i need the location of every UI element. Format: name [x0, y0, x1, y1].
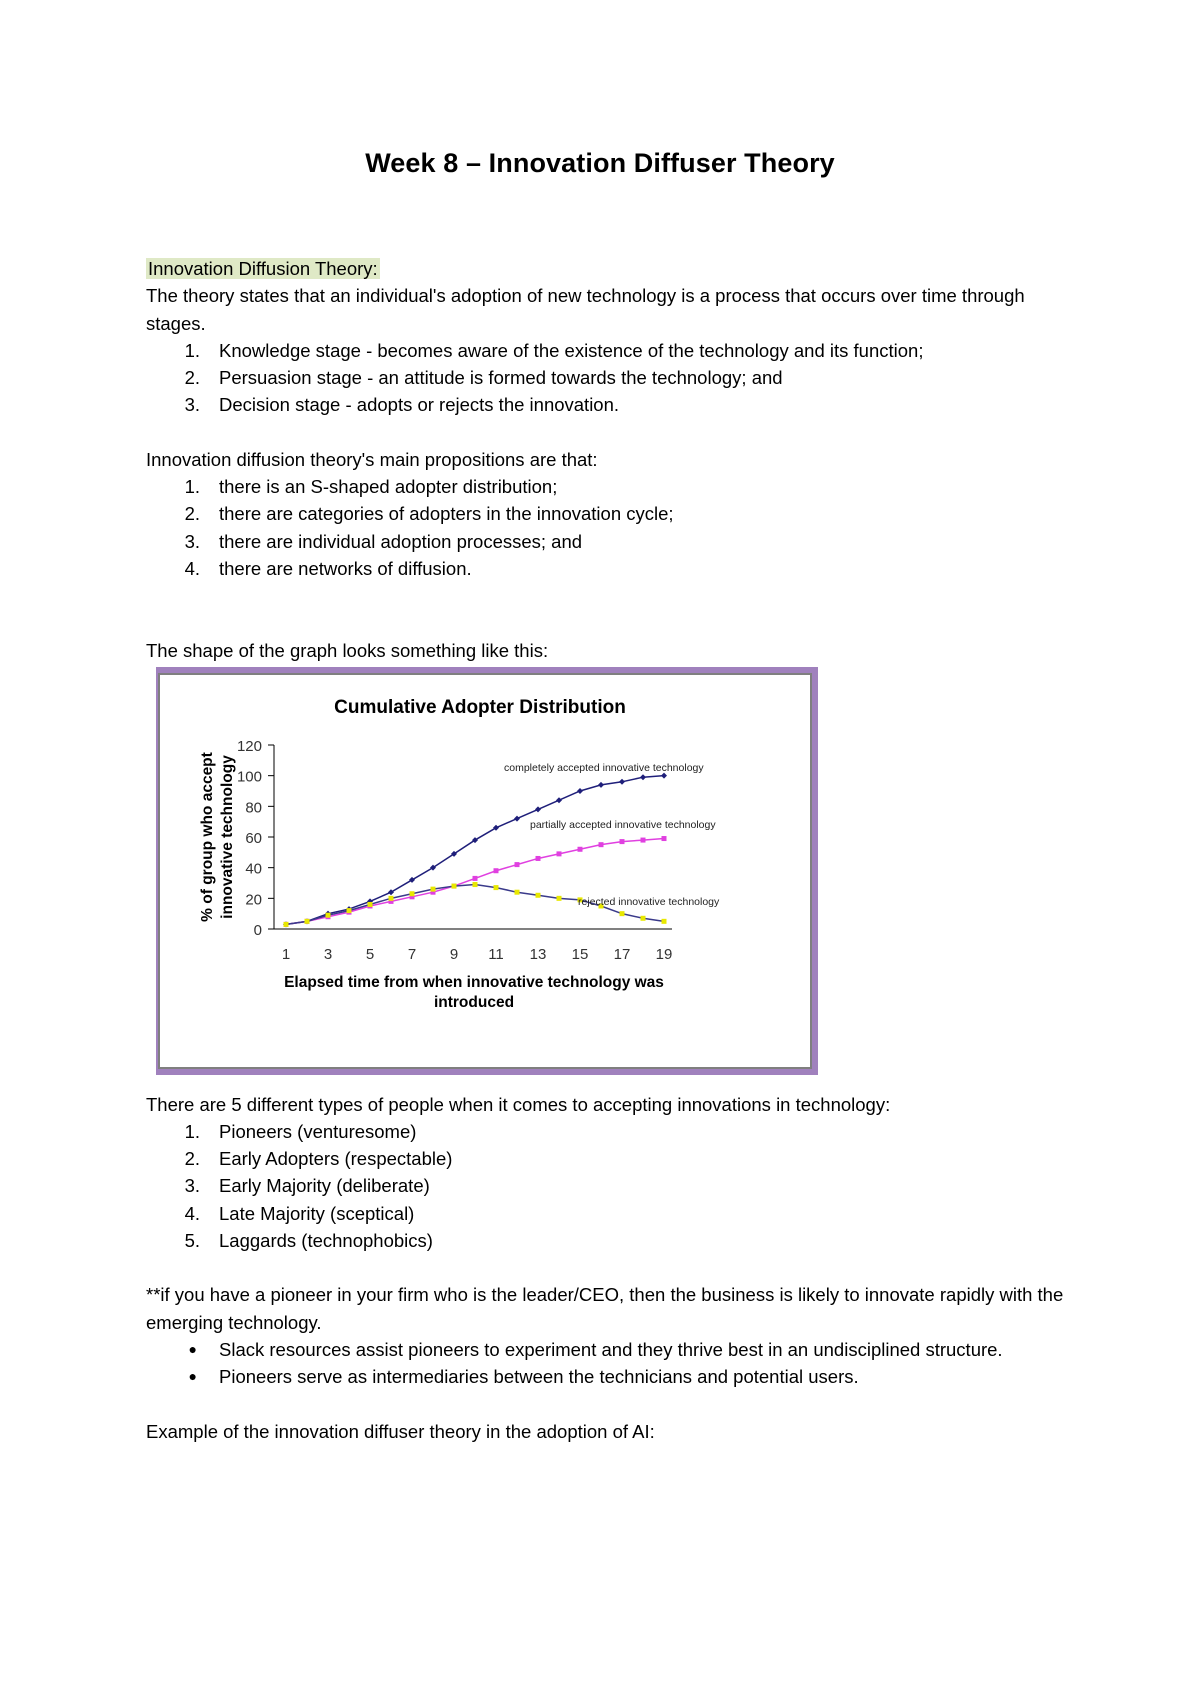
x-tick-label: 1 — [281, 945, 291, 963]
data-point — [557, 851, 562, 856]
propositions-list — [146, 473, 1066, 582]
data-point — [640, 774, 646, 780]
x-axis-label-line2: introduced — [433, 993, 515, 1011]
data-point — [556, 797, 562, 803]
bullet-icon: ● — [188, 1368, 197, 1385]
data-point — [577, 788, 583, 794]
list-item: 2. Persuasion stage - an attitude is formed towards the technology; and — [184, 367, 783, 389]
y-tick-label: 80 — [245, 798, 262, 816]
x-axis-label: Elapsed time from when innovative technology was — [284, 973, 664, 991]
data-point — [431, 886, 436, 891]
y-tick-label: 60 — [245, 829, 262, 847]
data-point — [514, 815, 520, 821]
data-point — [620, 911, 625, 916]
list-item: 4. there are networks of diffusion. — [184, 557, 472, 579]
graph-intro: The shape of the graph looks something like this: — [146, 640, 549, 662]
data-point — [389, 895, 394, 900]
data-point — [641, 837, 646, 842]
data-point — [620, 839, 625, 844]
page-title: Week 8 – Innovation Diffuser Theory — [365, 148, 835, 178]
series-label: completely accepted innovative technology — [504, 761, 704, 774]
list-item: 1. Pioneers (venturesome) — [184, 1120, 417, 1142]
list-item: ● Slack resources assist pioneers to experiment and they thrive best in an undisciplined structure. — [146, 1336, 1066, 1363]
list-item: 4. Late Majority (sceptical) — [184, 1202, 415, 1224]
types-intro: There are 5 different types of people when it comes to accepting innovations in technology: — [146, 1093, 891, 1115]
data-point — [557, 895, 562, 900]
data-point — [662, 836, 667, 841]
chart-title: Cumulative Adopter Distribution — [334, 696, 626, 718]
list-item: 2. Early Adopters (respectable) — [184, 1148, 453, 1170]
data-point — [473, 875, 478, 880]
data-point — [347, 908, 352, 913]
data-point — [493, 824, 499, 830]
x-tick-label: 13 — [529, 945, 547, 963]
data-point — [473, 882, 478, 887]
data-point — [578, 846, 583, 851]
data-point — [410, 891, 415, 896]
data-point — [305, 918, 310, 923]
y-tick-label: 100 — [236, 768, 262, 786]
list-item: 1. there is an S-shaped adopter distribution; — [184, 476, 558, 498]
data-point — [515, 862, 520, 867]
figure-inner — [158, 673, 812, 1069]
data-point — [388, 889, 394, 895]
example-line: Example of the innovation diffuser theory in the adoption of AI: — [146, 1420, 655, 1442]
list-item: 3. Early Majority (deliberate) — [184, 1175, 430, 1197]
list-item: 2. there are categories of adopters in the innovation cycle; — [184, 503, 674, 525]
chart-figure — [146, 667, 818, 1075]
x-tick-label: 9 — [449, 945, 459, 963]
data-point — [284, 921, 289, 926]
x-tick-label: 11 — [488, 945, 504, 963]
x-tick-label: 7 — [407, 945, 417, 963]
x-tick-label: 5 — [365, 945, 375, 963]
x-tick-label: 19 — [655, 945, 673, 963]
types-list — [146, 1118, 1066, 1254]
data-point — [619, 778, 625, 784]
data-point — [535, 806, 541, 812]
list-item: ● Pioneers serve as intermediaries between the technicians and potential users. — [146, 1363, 1066, 1390]
x-tick-label: 3 — [323, 945, 333, 963]
data-point — [536, 892, 541, 897]
x-tick-label: 17 — [613, 945, 631, 963]
adopter-chart — [174, 683, 798, 1059]
intro-paragraph: The theory states that an individual's adoption of new technology is a process that occurs over time through stages. — [146, 285, 1025, 334]
bullet-icon: ● — [188, 1340, 197, 1357]
data-point — [494, 885, 499, 890]
list-item: 3. Decision stage - adopts or rejects the innovation. — [184, 394, 620, 416]
data-point — [515, 889, 520, 894]
bullet-list — [146, 1336, 1066, 1391]
data-point — [368, 902, 373, 907]
document-body — [146, 255, 1066, 1445]
data-point — [641, 915, 646, 920]
list-item: 5. Laggards (technophobics) — [184, 1230, 433, 1252]
series-label: partially accepted innovative technology — [530, 818, 716, 831]
propositions-intro: Innovation diffusion theory's main propositions are that: — [146, 448, 598, 470]
y-tick-label: 0 — [253, 921, 262, 939]
data-point — [598, 781, 604, 787]
y-tick-label: 20 — [245, 890, 262, 908]
series-label: rejected innovative technology — [578, 895, 720, 908]
y-axis-label: % of group who accept — [199, 751, 216, 922]
data-point — [452, 883, 457, 888]
list-item: 1. Knowledge stage - becomes aware of the existence of the technology and its function; — [184, 339, 924, 361]
data-point — [662, 918, 667, 923]
y-tick-label: 40 — [245, 860, 262, 878]
data-point — [599, 842, 604, 847]
stages-list — [146, 337, 1066, 419]
section-heading: Innovation Diffusion Theory: — [148, 258, 378, 279]
pioneer-note: **if you have a pioneer in your firm who is the leader/CEO, then the business is likely to innovate rapidly with the emerging technology. — [146, 1284, 1064, 1333]
y-tick-label: 120 — [236, 737, 262, 755]
data-point — [326, 912, 331, 917]
x-tick-label: 15 — [571, 945, 589, 963]
list-item: 3. there are individual adoption processes; and — [184, 530, 583, 552]
data-point — [494, 868, 499, 873]
data-point — [536, 856, 541, 861]
y-axis-label-line2: innovative technology — [219, 754, 236, 919]
data-point — [409, 876, 415, 882]
